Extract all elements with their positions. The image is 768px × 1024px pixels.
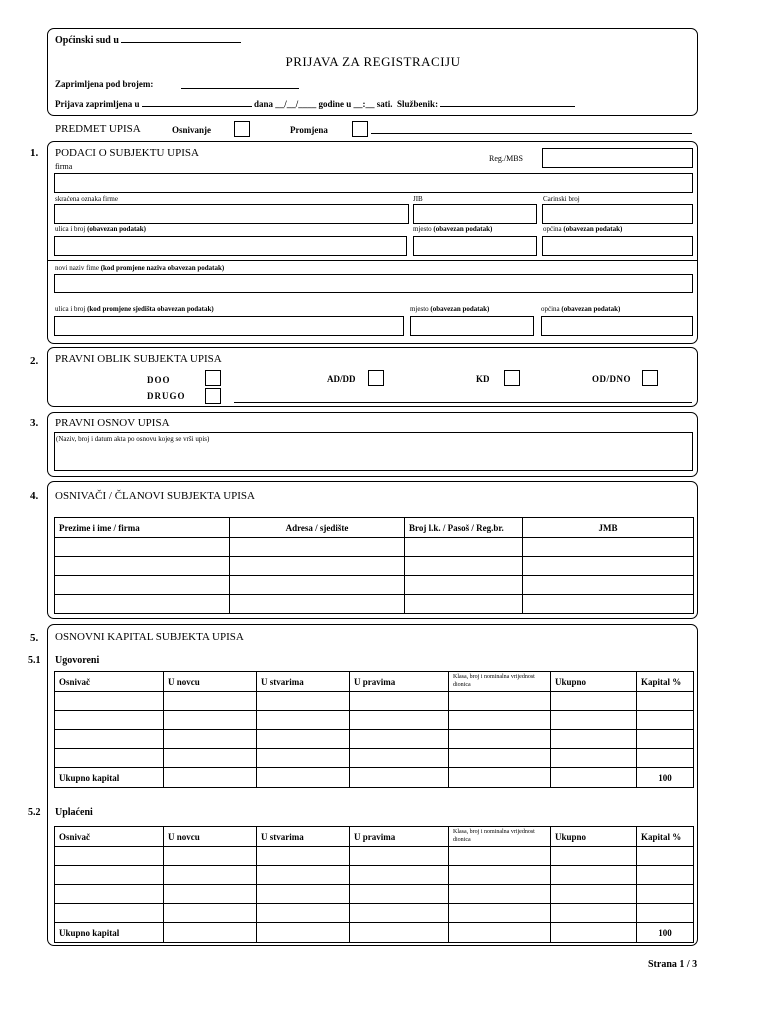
table-row[interactable] bbox=[55, 576, 694, 595]
col-name: Prezime i ime / firma bbox=[55, 518, 230, 538]
col-percent: Kapital % bbox=[637, 827, 694, 847]
ad-checkbox[interactable] bbox=[368, 370, 384, 386]
sub2-number: 5.2 bbox=[28, 807, 41, 818]
drugo-label: DRUGO bbox=[147, 391, 186, 401]
street2-input[interactable] bbox=[54, 316, 404, 336]
place2-input[interactable] bbox=[410, 316, 534, 336]
sub1-title: Ugovoreni bbox=[55, 655, 100, 666]
table-row[interactable] bbox=[55, 711, 694, 730]
short-name-input[interactable] bbox=[54, 204, 409, 224]
court-label: Općinski sud u bbox=[55, 36, 241, 46]
subject-line[interactable] bbox=[371, 133, 692, 134]
firma-input[interactable] bbox=[54, 173, 693, 193]
short-name-label: skraćena oznaka firme bbox=[55, 195, 118, 203]
col-jmb: JMB bbox=[523, 518, 694, 538]
sub2-title: Uplaćeni bbox=[55, 807, 93, 818]
place-input[interactable] bbox=[413, 236, 537, 256]
firma-label: firma bbox=[55, 162, 73, 171]
col-total: Ukupno bbox=[551, 672, 637, 692]
col-goods: U stvarima bbox=[257, 672, 350, 692]
col-rights: U pravima bbox=[350, 672, 449, 692]
col-percent: Kapital % bbox=[637, 672, 694, 692]
section1-title: PODACI O SUBJEKTU UPISA bbox=[55, 147, 199, 159]
col-goods: U stvarima bbox=[257, 827, 350, 847]
total-percent: 100 bbox=[637, 923, 694, 943]
col-address: Adresa / sjedište bbox=[230, 518, 405, 538]
kd-checkbox[interactable] bbox=[504, 370, 520, 386]
street2-label: ulica i broj (kod promjene sjedišta obavezan podatak) bbox=[55, 305, 214, 313]
new-name-label: novi naziv fime (kod promjene naziva obavezan podatak) bbox=[55, 264, 225, 272]
section4-number: 4. bbox=[30, 490, 39, 502]
section5-number: 5. bbox=[30, 632, 39, 644]
section2-title: PRAVNI OBLIK SUBJEKTA UPISA bbox=[55, 353, 222, 365]
section5-title: OSNOVNI KAPITAL SUBJEKTA UPISA bbox=[55, 631, 244, 643]
kd-label: KD bbox=[476, 374, 490, 384]
sub1-number: 5.1 bbox=[28, 655, 41, 666]
founding-checkbox[interactable] bbox=[234, 121, 250, 137]
section3-title: PRAVNI OSNOV UPISA bbox=[55, 417, 170, 429]
col-shares: Klasa, broj i nominalna vrijednost dionica bbox=[449, 672, 551, 692]
total-label: Ukupno kapital bbox=[55, 923, 164, 943]
total-percent: 100 bbox=[637, 768, 694, 788]
table-row[interactable] bbox=[55, 595, 694, 614]
doo-label: DOO bbox=[147, 375, 171, 385]
table-row[interactable] bbox=[55, 692, 694, 711]
jib-input[interactable] bbox=[413, 204, 537, 224]
municipality2-input[interactable] bbox=[541, 316, 693, 336]
table-row[interactable] bbox=[55, 847, 694, 866]
section3-number: 3. bbox=[30, 417, 39, 429]
col-shares: Klasa, broj i nominalna vrijednost dionica bbox=[449, 827, 551, 847]
total-row bbox=[55, 768, 694, 788]
col-rights: U pravima bbox=[350, 827, 449, 847]
change-checkbox[interactable] bbox=[352, 121, 368, 137]
section1-divider bbox=[48, 260, 697, 261]
col-id: Broj l.k. / Pasoš / Reg.br. bbox=[405, 518, 523, 538]
col-money: U novcu bbox=[164, 827, 257, 847]
ad-label: AD/DD bbox=[327, 374, 356, 384]
section1-number: 1. bbox=[30, 147, 39, 159]
page-number: Strana 1 / 3 bbox=[648, 959, 698, 970]
subject-label: PREDMET UPISA bbox=[55, 123, 141, 135]
section2-number: 2. bbox=[30, 355, 39, 367]
col-founder: Osnivač bbox=[55, 672, 164, 692]
col-money: U novcu bbox=[164, 672, 257, 692]
new-name-input[interactable] bbox=[54, 274, 693, 293]
received-under-field[interactable] bbox=[181, 88, 299, 89]
od-label: OD/DNO bbox=[592, 374, 631, 384]
street-input[interactable] bbox=[54, 236, 407, 256]
municipality-input[interactable] bbox=[542, 236, 693, 256]
received-line: Prijava zaprimljena u dana __/__/____ godine u __:__ sati. Službenik: bbox=[55, 100, 575, 109]
od-checkbox[interactable] bbox=[642, 370, 658, 386]
section4-title: OSNIVAČI / ČLANOVI SUBJEKTA UPISA bbox=[55, 490, 255, 502]
municipality-label: općina (obavezan podatak) bbox=[543, 225, 623, 233]
table-row[interactable] bbox=[55, 885, 694, 904]
place2-label: mjesto (obavezan podatak) bbox=[410, 305, 490, 313]
customs-input[interactable] bbox=[542, 204, 693, 224]
drugo-checkbox[interactable] bbox=[205, 388, 221, 404]
street-label: ulica i broj (obavezan podatak) bbox=[55, 225, 147, 233]
capital-paid-table bbox=[54, 826, 694, 943]
table-row[interactable] bbox=[55, 904, 694, 923]
capital-agreed-table bbox=[54, 671, 694, 788]
subject-opt1-label: Osnivanje bbox=[172, 125, 212, 135]
reg-label: Reg./MBS bbox=[489, 154, 524, 163]
table-row[interactable] bbox=[55, 557, 694, 576]
founders-table bbox=[54, 517, 694, 614]
doo-checkbox[interactable] bbox=[205, 370, 221, 386]
reg-input[interactable] bbox=[542, 148, 693, 168]
table-row[interactable] bbox=[55, 730, 694, 749]
page-title: PRIJAVA ZA REGISTRACIJU bbox=[285, 54, 461, 69]
received-under-label: Zaprimljena pod brojem: bbox=[55, 79, 154, 89]
municipality2-label: općina (obavezan podatak) bbox=[541, 305, 621, 313]
jib-label: JIB bbox=[413, 195, 423, 203]
col-total: Ukupno bbox=[551, 827, 637, 847]
legal-basis-hint: (Naziv, broj i datum akta po osnovu kojeg se vrši upis) bbox=[56, 435, 210, 443]
subject-opt2-label: Promjena bbox=[290, 125, 328, 135]
col-founder: Osnivač bbox=[55, 827, 164, 847]
table-row[interactable] bbox=[55, 749, 694, 768]
place-label: mjesto (obavezan podatak) bbox=[413, 225, 493, 233]
table-row[interactable] bbox=[55, 866, 694, 885]
table-row[interactable] bbox=[55, 538, 694, 557]
customs-label: Carinski broj bbox=[543, 195, 580, 203]
total-row bbox=[55, 923, 694, 943]
total-label: Ukupno kapital bbox=[55, 768, 164, 788]
drugo-line[interactable] bbox=[234, 402, 692, 403]
